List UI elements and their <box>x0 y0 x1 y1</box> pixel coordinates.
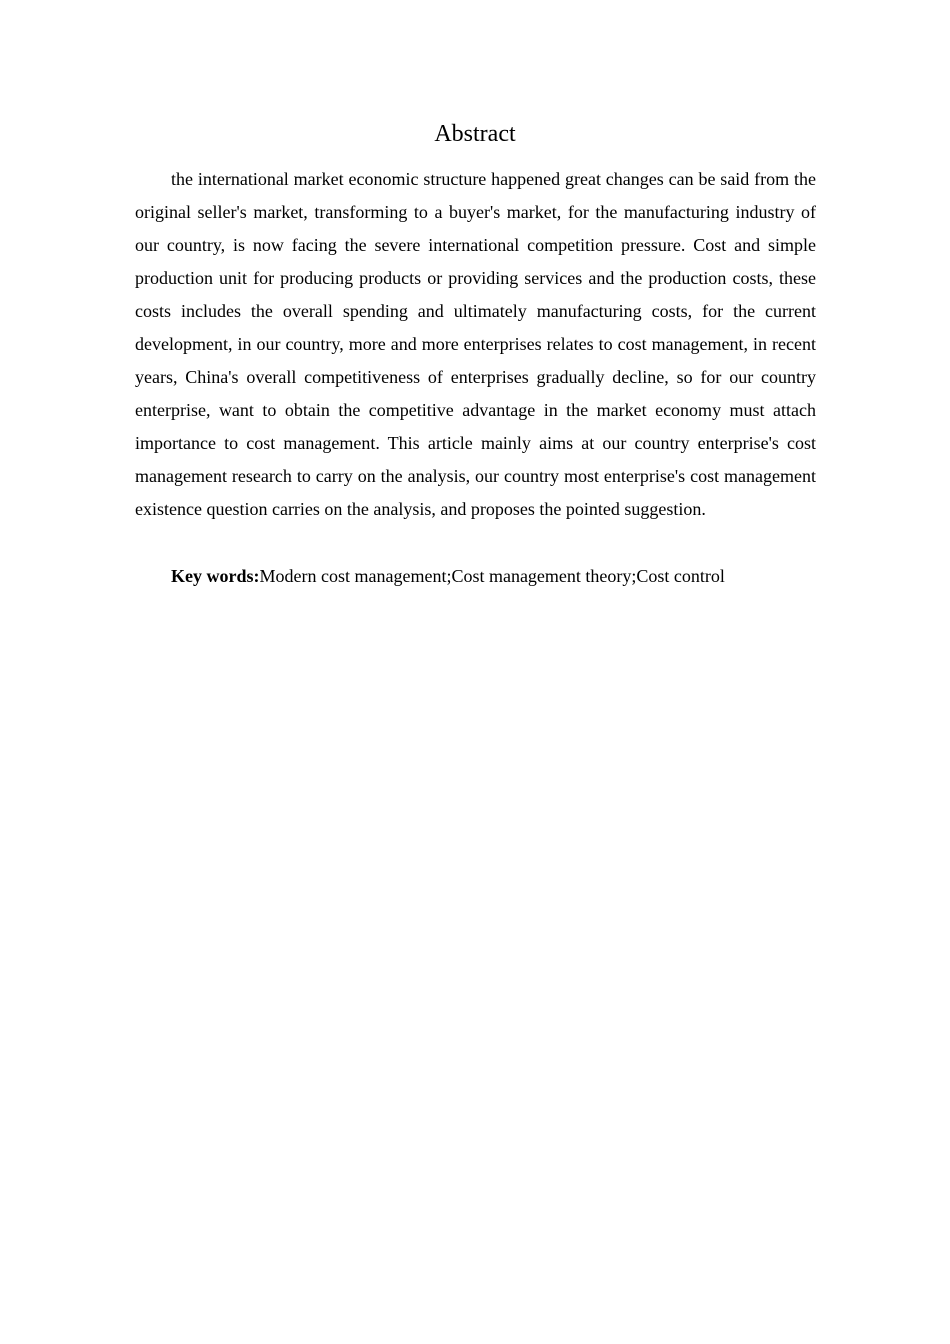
abstract-title: Abstract <box>434 121 516 147</box>
keywords-line <box>135 560 816 593</box>
keywords-text: Modern cost management;Cost management theory;Cost control <box>259 566 725 586</box>
keywords-label: Key words: <box>171 566 260 586</box>
abstract-body: the international market economic structure happened great changes can be said from the original seller's market, transforming to a buyer's market, for the manufacturing industry of our country, is now facing the severe international competition pressure. Cost and simple production unit for producing products or providing services and the production costs, these costs includes the overall spending and ultimately manufacturing costs, for the current development, in our country, more and more enterprises relates to cost management, in recent years, China's overall competitiveness of enterprises gradually decline, so for our country enterprise, want to obtain the competitive advantage in the market economy must attach importance to cost management. This article mainly aims at our country enterprise's cost management research to carry on the analysis, our country most enterprise's cost management existence question carries on the analysis, and proposes the pointed suggestion. <box>135 169 816 519</box>
